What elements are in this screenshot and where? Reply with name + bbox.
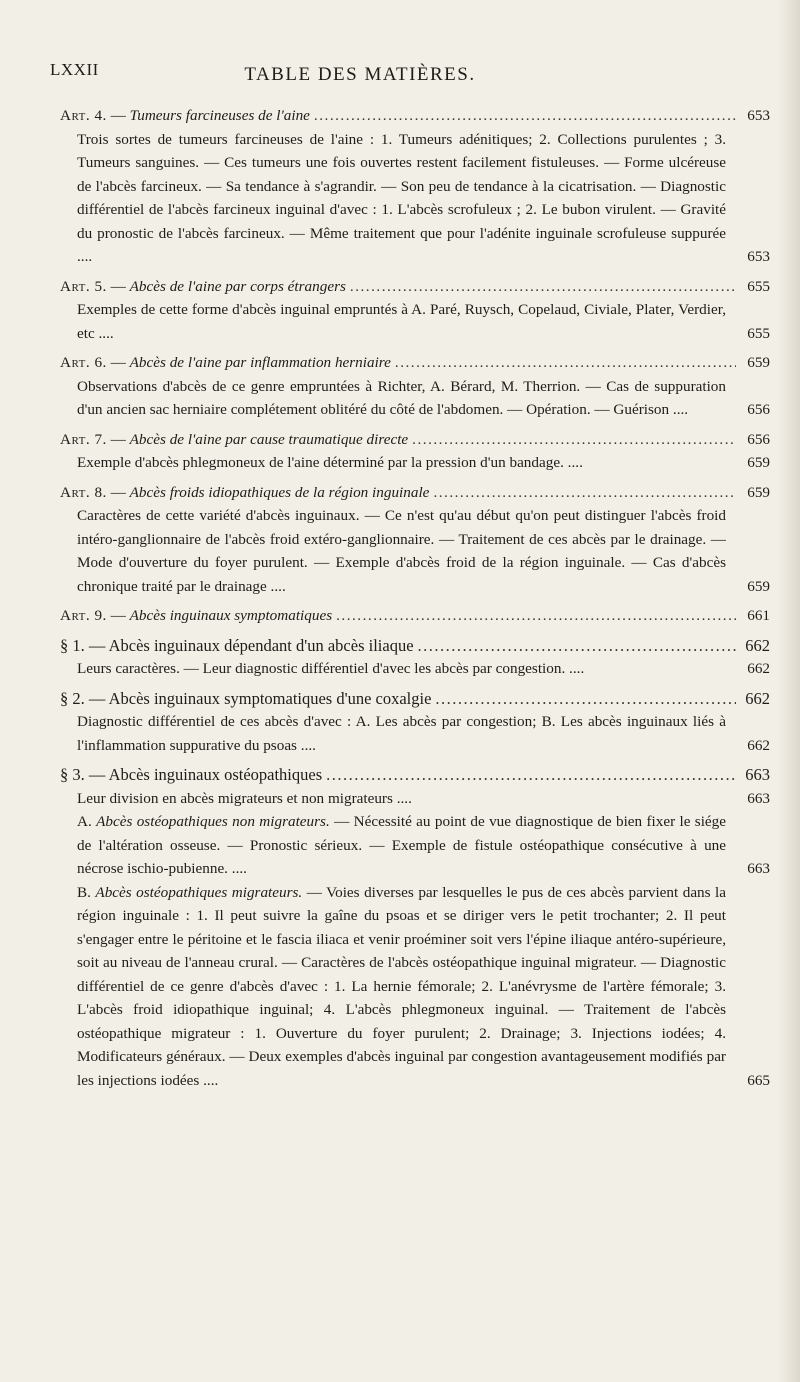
dot-leader <box>418 634 736 658</box>
heading-title: Abcès de l'aine par cause traumatique directe <box>129 430 409 448</box>
page-ref: 659 <box>747 454 770 471</box>
heading-label: Art. 6. <box>60 354 107 371</box>
entry-summary <box>60 710 770 757</box>
article-heading <box>60 104 770 128</box>
page-header <box>50 60 770 90</box>
heading-text: § 3. — Abcès inguinaux ostéopathiques <box>60 765 323 784</box>
subsection-label: B. <box>77 883 91 901</box>
entry-text-body: Caractères de cette variété d'abcès inguinaux. — Ce n'est qu'au début qu'on peut distinguer l'abcès froid intéro-ganglionnaire de l'abcès froid extéro-ganglionnaire. — Traitement de ces abcès par le drainage. — Mode d'ouverture du foyer purulent. — Exemple d'abcès froid de la région inguinale. — Cas d'abcès chronique traité par le drainage <box>77 507 726 595</box>
entry-text-body: Exemples de cette forme d'abcès inguinal empruntés à A. Paré, Ruysch, Copelaud, Civiale, Plater, Verdier, etc <box>77 301 726 342</box>
dot-leader <box>336 604 736 628</box>
page-ref: 663 <box>747 789 770 807</box>
subsection-body: — Voies diverses par lesquelles le pus de ces abcès parvient dans la région inguinale : 1. Il peut suivre la gaîne du psoas et se diriger vers le petit trochanter; 2. Il peut s'engager entre le péritoine et le fascia iliaca et venir proéminer soit vers l'épine iliaque antéro-supérieure, soit au niveau de l'anneau crural. — Caractères de l'abcès ostéopathique inguinal migrateur. — Diagnostic différentiel de ce genre d'abcès d'avec : 1. La hernie fémorale; 2. L'anévrysme de l'artère fémorale; 3. L'abcès froid idiopathique inguinal; 4. L'abcès phlegmoneux inguinal. — Traitement de l'abcès ostéopathique migrateur : 1. Ouverture du foyer purulent; 2. Drainage; 3. Injections iodées; 4. Modificateurs généraux. — Deux exemples d'abcès inguinal par congestion avantageusement modifiés par les injections iodées <box>77 883 727 1089</box>
article-heading <box>60 481 770 505</box>
subsection-entry <box>60 810 770 881</box>
entry-summary <box>60 128 770 269</box>
heading-text: Art. 6. — Abcès de l'aine par inflammation herniaire <box>60 354 391 371</box>
subsection-title: Abcès ostéopathiques non migrateurs. <box>96 813 330 830</box>
entry-text: Exemple d'abcès phlegmoneux de l'aine déterminé par la pression d'un bandage. .... <box>77 454 583 471</box>
section-heading <box>60 763 770 787</box>
subsection-label: A. <box>77 813 92 830</box>
entry-text-body: Leur division en abcès migrateurs et non migrateurs <box>77 789 393 807</box>
dot-leader <box>350 275 736 299</box>
heading-title: Abcès froids idiopathiques de la région inguinale <box>129 483 430 501</box>
entry-text: Diagnostic différentiel de ces abcès d'avec : A. Les abcès par congestion; B. Les abcès inguinaux liés à l'inflammation suppurative du psoas .... <box>77 713 726 754</box>
page-ref: 659 <box>747 354 770 371</box>
heading-text: Art. 9. — Abcès inguinaux symptomatiques <box>60 607 333 624</box>
heading-text: § 1. — Abcès inguinaux dépendant d'un abcès iliaque <box>60 635 414 655</box>
entry-summary <box>60 787 770 811</box>
page-ref: 663 <box>747 860 770 877</box>
section-heading <box>60 687 770 711</box>
page-ref: 655 <box>747 324 770 342</box>
entry-text-body: Exemple d'abcès phlegmoneux de l'aine déterminé par la pression d'un bandage. <box>77 454 564 471</box>
page-ref: 653 <box>747 248 770 265</box>
heading-title: Tumeurs farcineuses de l'aine <box>129 107 310 124</box>
running-title: TABLE DES MATIÈRES. <box>244 64 476 85</box>
subsection-title: Abcès ostéopathiques migrateurs. <box>95 883 303 901</box>
heading-text: § 2. — Abcès inguinaux symptomatiques d'une coxalgie <box>60 688 432 708</box>
dot-leader <box>412 428 736 452</box>
page-ref: 653 <box>747 107 770 124</box>
entry-summary <box>60 298 770 345</box>
entry-summary <box>60 657 770 681</box>
subsection-text: B. Abcès ostéopathiques migrateurs. — Voies diverses par lesquelles le pus de ces abcès parvient dans la région inguinale : 1. Il peut suivre la gaîne du psoas et se diriger vers le petit trochanter; 2. Il peut s'engager entre le péritoine et le fascia iliaca et venir proéminer soit vers l'épine iliaque antéro-supérieure, soit au niveau de l'anneau crural. — Caractères de l'abcès ostéopathique inguinal migrateur. — Diagnostic différentiel de ce genre d'abcès d'avec : 1. La hernie fémorale; 2. L'anévrysme de l'artère fémorale; 3. L'abcès froid idiopathique inguinal; 4. L'abcès phlegmoneux inguinal. — Traitement de l'abcès ostéopathique migrateur : 1. Ouverture du foyer purulent; 2. Drainage; 3. Injections iodées; 4. Modificateurs généraux. — Deux exemples d'abcès inguinal par congestion avantageusement modifiés par les injections iodées .... <box>77 883 727 1089</box>
entry-summary <box>60 504 770 598</box>
heading-label: § 1. <box>60 635 85 655</box>
heading-label: Art. 7. <box>60 430 107 448</box>
page-ref: 656 <box>747 401 770 418</box>
subsection-body: — Nécessité au point de vue diagnostique de bien fixer le siége de l'altération osseuse. — Pronostic sérieux. — Exemple de fistule ostéopathique consécutive à une nécrose ischio-pubienne. <box>77 813 726 877</box>
heading-text: Art. 7. — Abcès de l'aine par cause traumatique directe <box>60 430 409 448</box>
dot-leader <box>314 104 736 128</box>
table-of-contents <box>60 98 770 1092</box>
page-edge-shadow <box>778 0 800 1382</box>
heading-text: Art. 8. — Abcès froids idiopathiques de la région inguinale <box>60 483 430 501</box>
entry-text-body: Diagnostic différentiel de ces abcès d'avec : A. Les abcès par congestion; B. Les abcès inguinaux liés à l'inflammation suppurative du psoas <box>77 713 726 754</box>
heading-text: Art. 4. — Tumeurs farcineuses de l'aine <box>60 107 310 124</box>
heading-label: Art. 9. <box>60 607 107 624</box>
page-ref: 655 <box>747 277 770 295</box>
article-heading <box>60 351 770 375</box>
entry-text: Observations d'abcès de ce genre empruntées à Richter, A. Bérard, M. Therrion. — Cas de suppuration d'un ancien sac herniaire complétement oblitéré du côté de l'abdomen. — Opération. — Guérison .... <box>77 377 726 418</box>
page-ref: 662 <box>747 736 770 754</box>
page-ref: 661 <box>747 607 770 624</box>
page-ref: 662 <box>745 635 770 655</box>
page-number: LXXII <box>50 60 99 79</box>
heading-title: Abcès de l'aine par inflammation herniaire <box>129 354 391 371</box>
article-heading <box>60 604 770 628</box>
section-heading <box>60 634 770 658</box>
heading-title: Abcès inguinaux ostéopathiques <box>108 765 323 784</box>
entry-summary <box>60 375 770 422</box>
page-ref: 656 <box>747 430 770 448</box>
heading-label: § 3. <box>60 765 85 784</box>
page-ref: 659 <box>747 577 770 595</box>
heading-title: Abcès inguinaux dépendant d'un abcès iliaque <box>108 635 414 655</box>
entry-summary <box>60 451 770 475</box>
page-ref: 662 <box>745 688 770 708</box>
subsection-text: A. Abcès ostéopathiques non migrateurs. — Nécessité au point de vue diagnostique de bien fixer le siége de l'altération osseuse. — Pronostic sérieux. — Exemple de fistule ostéopathique consécutive à une nécrose ischio-pubienne. .... <box>77 813 726 877</box>
entry-text: Exemples de cette forme d'abcès inguinal empruntés à A. Paré, Ruysch, Copelaud, Civiale, Plater, Verdier, etc .... <box>77 301 726 342</box>
entry-text: Leur division en abcès migrateurs et non migrateurs .... <box>77 789 412 807</box>
subsection-entry <box>60 881 770 1093</box>
heading-label: Art. 4. <box>60 107 107 124</box>
article-heading <box>60 275 770 299</box>
page-ref: 659 <box>747 483 770 501</box>
entry-text: Trois sortes de tumeurs farcineuses de l'aine : 1. Tumeurs adénitiques; 2. Collections purulentes ; 3. Tumeurs sanguines. — Ces tumeurs une fois ouvertes restent facilement fistuleuses. — Forme ulcéreuse de l'abcès farcineux. — Sa tendance à s'agrandir. — Son peu de tendance à la cicatrisation. — Diagnostic différentiel de l'abcès farcineux inguinal d'avec : 1. L'abcès scrofuleux ; 2. Le bubon virulent. — Gravité du pronostic de l'abcès farcineux. — Même traitement que pour l'adénite inguinale scrofuleuse suppurée .... <box>77 130 726 265</box>
entry-text: Caractères de cette variété d'abcès inguinaux. — Ce n'est qu'au début qu'on peut distinguer l'abcès froid intéro-ganglionnaire de l'abcès froid extéro-ganglionnaire. — Traitement de ces abcès par le drainage. — Mode d'ouverture du foyer purulent. — Exemple d'abcès froid de la région inguinale. — Cas d'abcès chronique traité par le drainage .... <box>77 507 726 595</box>
page-ref: 662 <box>747 660 770 677</box>
heading-label: Art. 8. <box>60 483 107 501</box>
dot-leader <box>395 351 736 375</box>
article-heading <box>60 428 770 452</box>
heading-text: Art. 5. — Abcès de l'aine par corps étrangers <box>60 277 346 295</box>
heading-label: Art. 5. <box>60 277 107 295</box>
entry-text-body: Leurs caractères. — Leur diagnostic différentiel d'avec les abcès par congestion. <box>77 660 566 677</box>
dot-leader <box>433 481 736 505</box>
entry-text-body: Observations d'abcès de ce genre empruntées à Richter, A. Bérard, M. Therrion. — Cas de suppuration d'un ancien sac herniaire complétement oblitéré du côté de l'abdomen. — Opération. — Guérison <box>77 377 726 418</box>
page-ref: 663 <box>745 765 770 784</box>
entry-text-body: Trois sortes de tumeurs farcineuses de l'aine : 1. Tumeurs adénitiques; 2. Collections purulentes ; 3. Tumeurs sanguines. — Ces tumeurs une fois ouvertes restent facilement fistuleuses. — Forme ulcéreuse de l'abcès farcineux. — Sa tendance à s'agrandir. — Son peu de tendance à la cicatrisation. — Diagnostic différentiel de l'abcès farcineux inguinal d'avec : 1. L'abcès scrofuleux ; 2. Le bubon virulent. — Gravité du pronostic de l'abcès farcineux. — Même traitement que pour l'adénite inguinale scrofuleuse suppurée <box>77 130 726 242</box>
heading-title: Abcès inguinaux symptomatiques <box>129 607 333 624</box>
entry-text: Leurs caractères. — Leur diagnostic différentiel d'avec les abcès par congestion. .... <box>77 660 585 677</box>
page-ref: 665 <box>747 1071 770 1089</box>
heading-title: Abcès inguinaux symptomatiques d'une coxalgie <box>108 688 432 708</box>
dot-leader <box>326 763 736 787</box>
heading-label: § 2. <box>60 688 85 708</box>
heading-title: Abcès de l'aine par corps étrangers <box>129 277 346 295</box>
dot-leader <box>435 687 736 711</box>
